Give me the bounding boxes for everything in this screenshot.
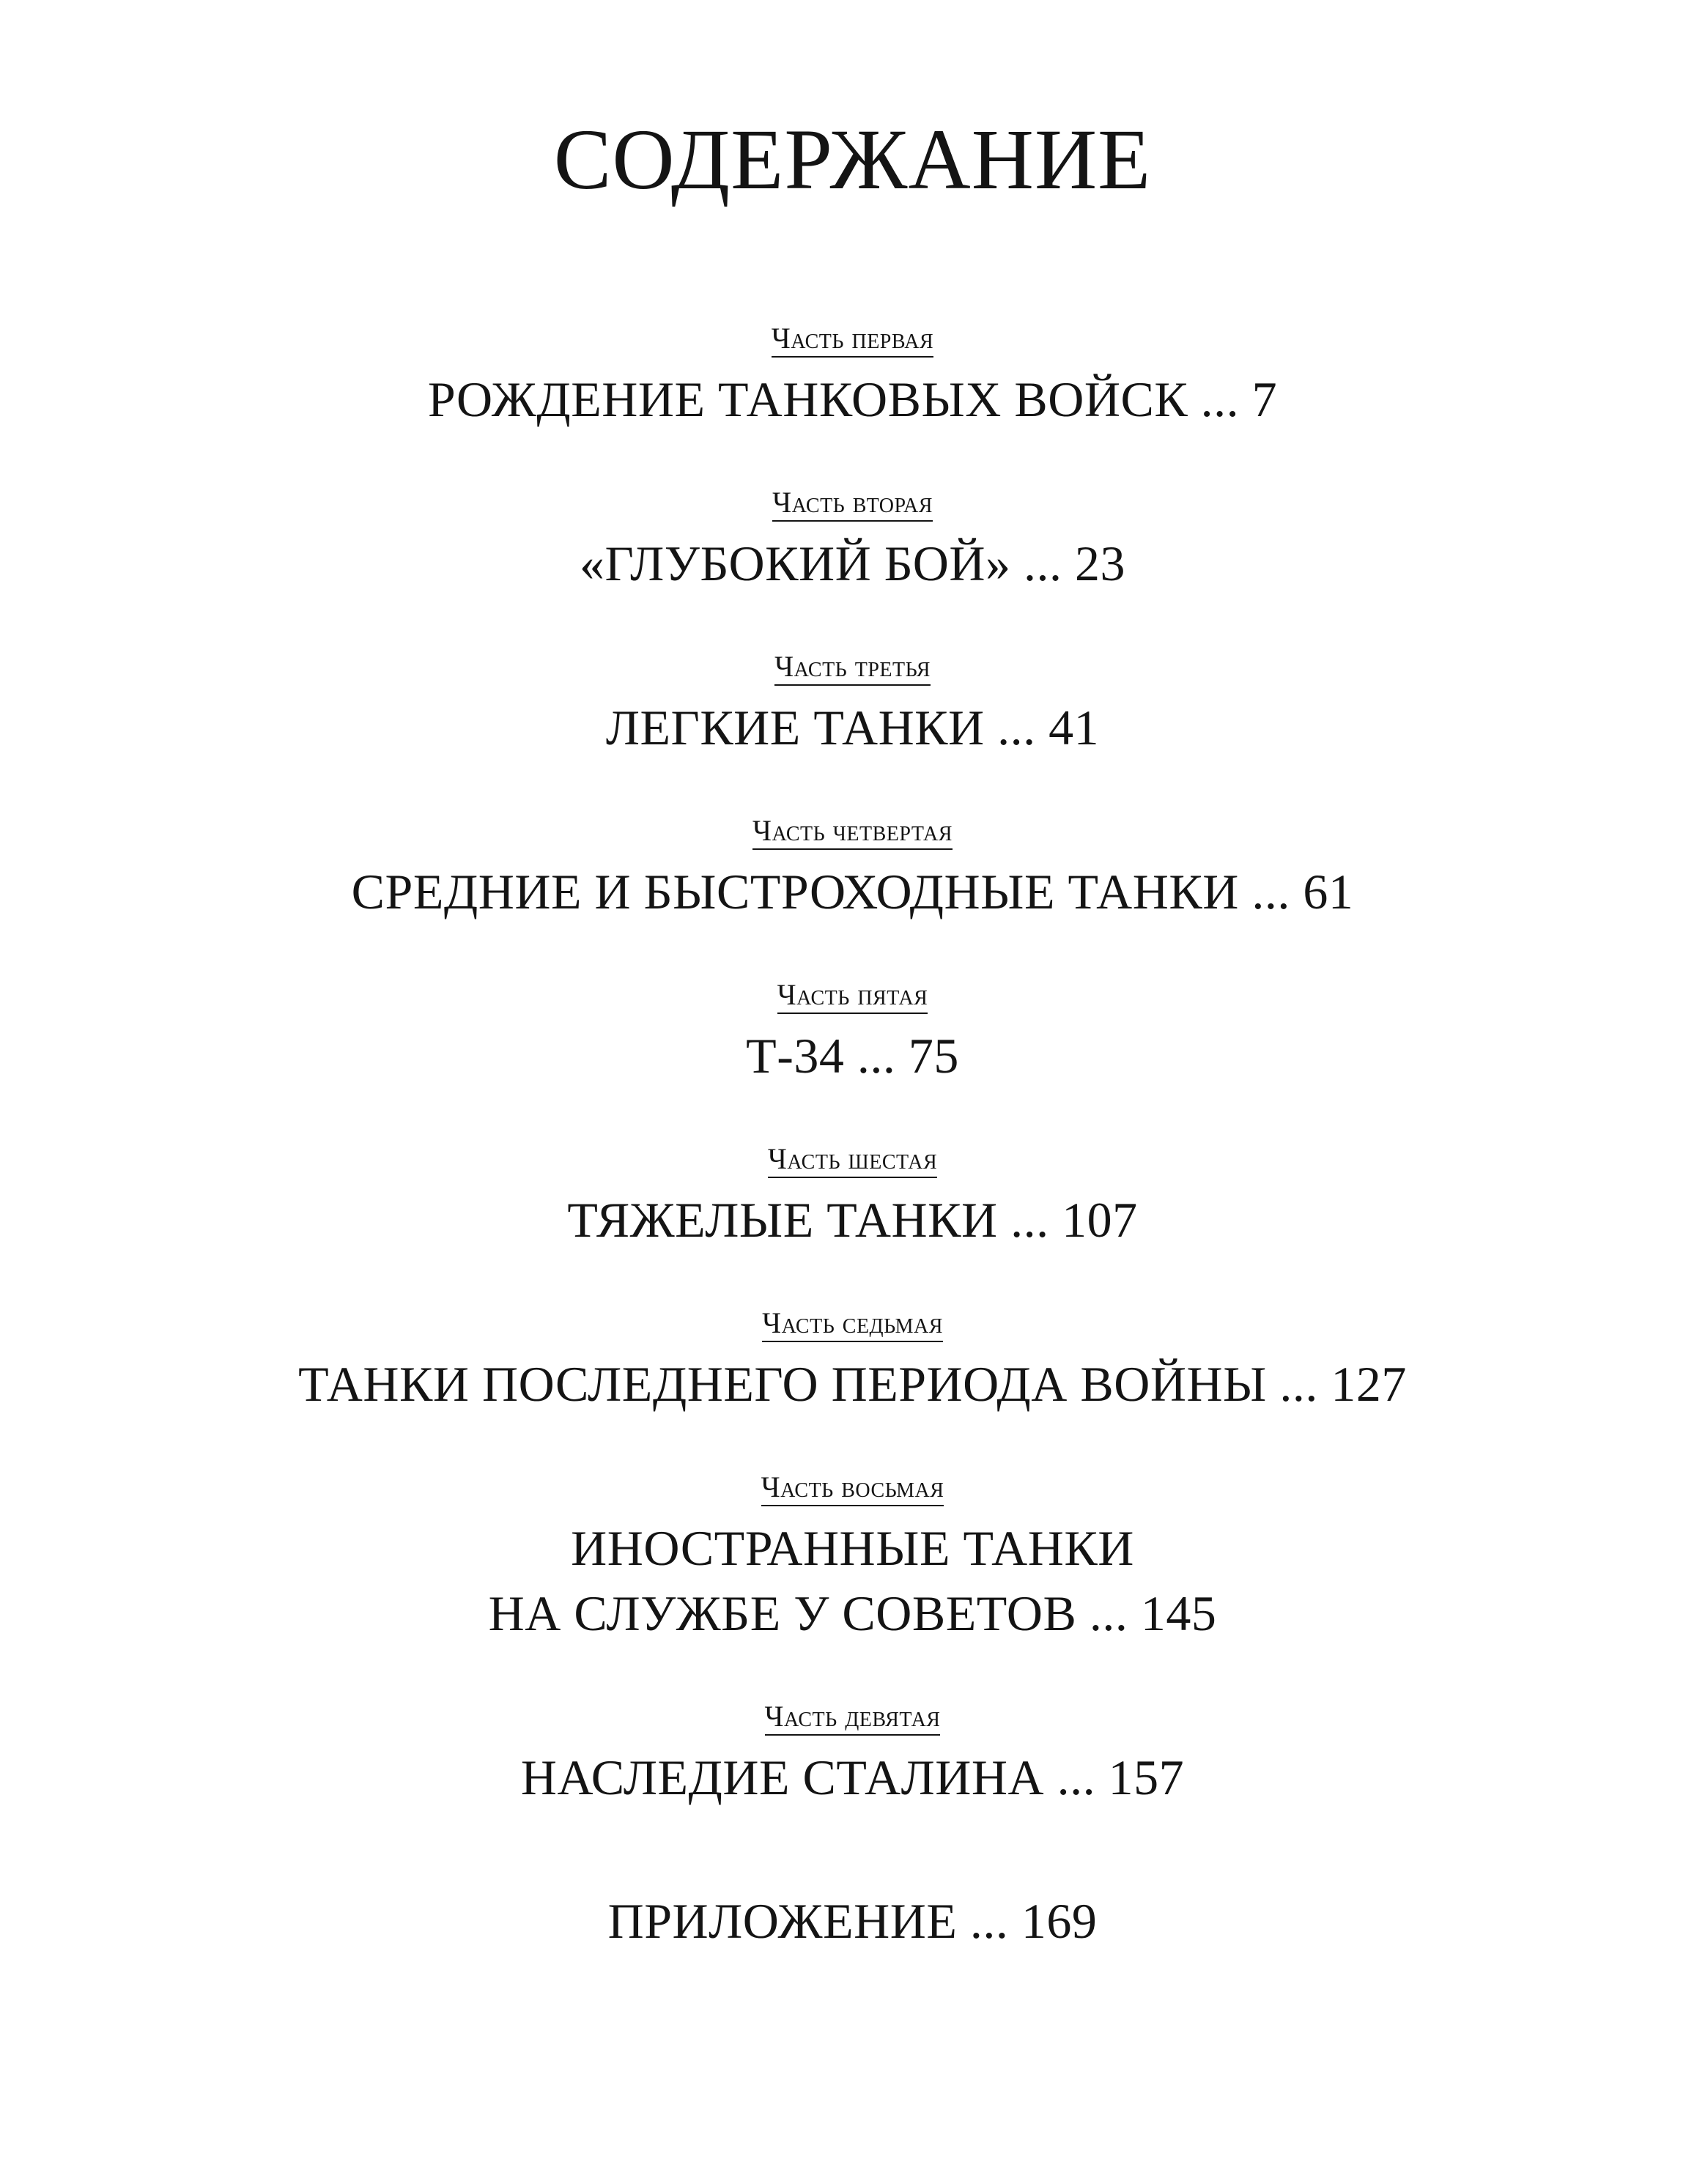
entry-page: 23 — [1075, 536, 1126, 591]
toc-entry[interactable] — [0, 1747, 1705, 1808]
entry-page: 61 — [1303, 864, 1354, 919]
entry-page: 157 — [1108, 1750, 1185, 1805]
part-label: Часть восьмая — [0, 1470, 1705, 1505]
entry-separator: ... — [1266, 1356, 1331, 1412]
entry-title: ЛЕГКИЕ ТАНКИ — [605, 700, 985, 755]
toc-entry[interactable] — [0, 1353, 1705, 1415]
entry-separator: ... — [1044, 1750, 1109, 1805]
entry-title: «ГЛУБОКИЙ БОЙ» — [579, 536, 1011, 591]
entry-title: Т-34 — [746, 1028, 845, 1084]
entry-page: 75 — [908, 1028, 959, 1084]
entry-page: 7 — [1251, 371, 1278, 427]
entry-separator: ... — [984, 700, 1049, 755]
part-label: Часть пятая — [0, 977, 1705, 1013]
toc-entry-appendix[interactable] — [0, 1890, 1705, 1952]
part-label: Часть седьмая — [0, 1306, 1705, 1341]
entry-page: 145 — [1140, 1585, 1217, 1641]
entry-page: 41 — [1048, 700, 1100, 755]
part-label: Часть четвертая — [0, 813, 1705, 848]
entry-separator: ... — [1076, 1585, 1141, 1641]
part-label: Часть шестая — [0, 1141, 1705, 1177]
entry-separator: ... — [1188, 371, 1252, 427]
entry-separator: ... — [1010, 536, 1076, 591]
toc-entry[interactable] — [0, 1025, 1705, 1087]
toc-entry[interactable] — [0, 697, 1705, 758]
toc-entry[interactable] — [0, 861, 1705, 922]
entry-title: НА СЛУЖБЕ У СОВЕТОВ — [488, 1585, 1077, 1641]
entry-page: 127 — [1331, 1356, 1407, 1412]
entry-page: 107 — [1062, 1192, 1138, 1248]
entry-title: ПРИЛОЖЕНИЕ — [607, 1893, 958, 1949]
toc-entry[interactable] — [0, 1189, 1705, 1251]
page-title: СОДЕРЖАНИЕ — [553, 111, 1152, 207]
entry-title: ТАНКИ ПОСЛЕДНЕГО ПЕРИОДА ВОЙНЫ — [298, 1356, 1267, 1412]
part-label: Часть девятая — [0, 1699, 1705, 1734]
entry-separator: ... — [844, 1028, 909, 1084]
entry-title: СРЕДНИЕ И БЫСТРОХОДНЫЕ ТАНКИ — [351, 864, 1239, 919]
part-label: Часть вторая — [0, 485, 1705, 520]
entry-separator: ... — [957, 1893, 1021, 1949]
toc-entry[interactable] — [0, 533, 1705, 594]
entry-title: ИНОСТРАННЫЕ ТАНКИ — [571, 1520, 1134, 1576]
entry-title: НАСЛЕДИЕ СТАЛИНА — [520, 1750, 1045, 1805]
entry-page: 169 — [1021, 1893, 1098, 1949]
part-label: Часть третья — [0, 649, 1705, 684]
toc-entry[interactable] — [0, 369, 1705, 430]
part-label: Часть первая — [0, 321, 1705, 356]
toc-entry[interactable] — [0, 1583, 1705, 1644]
entry-title: ТЯЖЕЛЫЕ ТАНКИ — [567, 1192, 998, 1248]
entry-separator: ... — [1238, 864, 1303, 919]
toc-entry-line1[interactable] — [0, 1517, 1705, 1579]
entry-title: РОЖДЕНИЕ ТАНКОВЫХ ВОЙСК — [427, 371, 1188, 427]
entry-separator: ... — [997, 1192, 1062, 1248]
